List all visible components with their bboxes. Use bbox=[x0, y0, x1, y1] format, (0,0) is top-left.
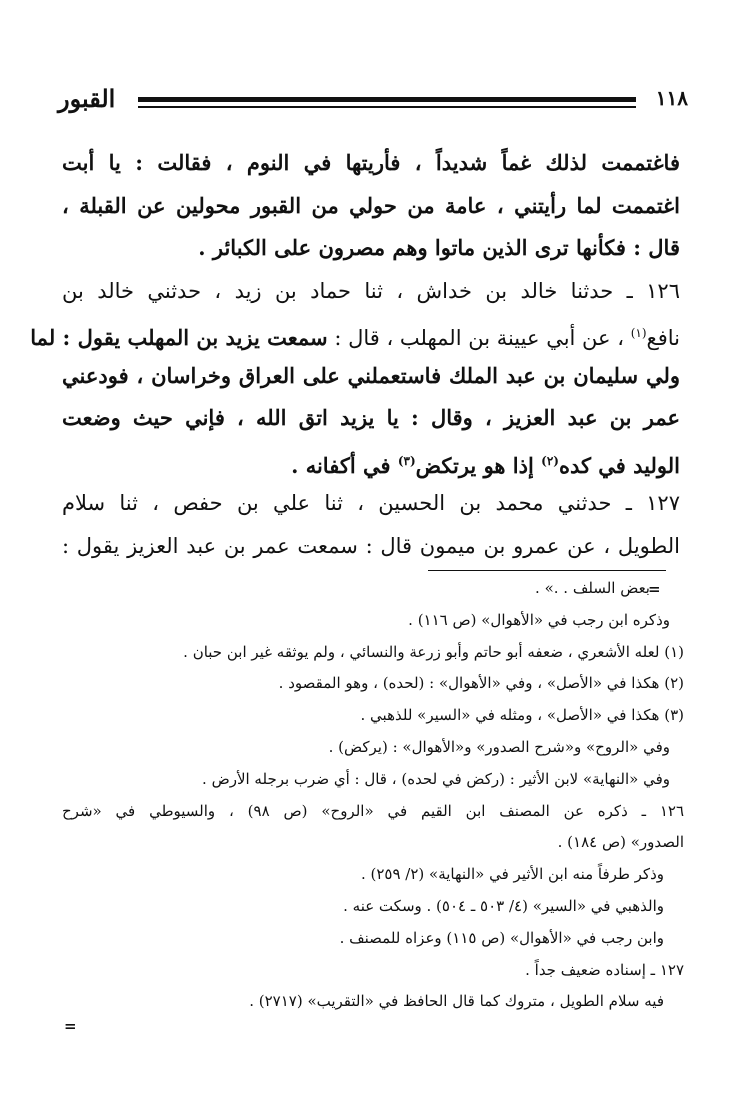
text-line bbox=[62, 440, 680, 483]
page-number: ١١٨ bbox=[655, 86, 688, 110]
footnote-line: الصدور» (ص ١٨٤) . bbox=[557, 833, 684, 852]
text-line bbox=[30, 312, 680, 355]
text-line: اغتممت لما رأيتني ، عامة من حولي من القبور محولين عن القبلة ، bbox=[62, 192, 680, 218]
footnote-ref: (٣) bbox=[397, 453, 416, 468]
footnote-line: وذكره ابن رجب في «الأهوال» (ص ١١٦) . bbox=[408, 610, 670, 629]
paragraph-126 bbox=[30, 270, 680, 483]
footnote-line: ١٢٦ ـ ذكره عن المصنف ابن القيم في «الروح» (ص ٩٨) ، والسيوطي في «شرح bbox=[62, 801, 684, 820]
page-header bbox=[58, 84, 688, 118]
paragraph-127 bbox=[62, 482, 680, 567]
text-line: ولي سليمان بن عبد الملك فاستعملني على العراق وخراسان ، فودعني bbox=[62, 362, 680, 388]
text-run: إذا هو يرتكض bbox=[415, 452, 542, 478]
text-line: فاغتممت لذلك غماً شديداً ، فأريتها في النوم ، فقالت : يا أبت bbox=[62, 150, 680, 175]
main-text bbox=[30, 142, 680, 567]
header-rule-thin bbox=[138, 106, 636, 108]
footnote-separator bbox=[428, 570, 666, 571]
text-run: الوليد في كده bbox=[558, 452, 680, 478]
header-rule-thick bbox=[138, 97, 636, 102]
header-rule bbox=[138, 97, 636, 111]
text-line: ١٢٦ ـ حدثنا خالد بن خداش ، ثنا حماد بن زيد ، حدثني خالد بن bbox=[62, 278, 680, 303]
footnote-ref: (٢) bbox=[541, 453, 559, 468]
footnote-line: وفي «الروح» و«شرح الصدور» و«الأهوال» : (يركض) . bbox=[328, 737, 670, 756]
running-title: القبور bbox=[58, 84, 116, 113]
footnote-ref: (١) bbox=[630, 326, 647, 340]
footnote-line: وابن رجب في «الأهوال» (ص ١١٥) وعزاه للمصنف . bbox=[339, 928, 664, 947]
footnote-line: فيه سلام الطويل ، متروك كما قال الحافظ في «التقريب» (٢٧١٧) . bbox=[249, 992, 664, 1011]
text-line: ١٢٧ ـ حدثني محمد بن الحسين ، ثنا علي بن حفص ، ثنا سلام bbox=[62, 491, 680, 515]
text-line: عمر بن عبد العزيز ، وقال : يا يزيد اتق الله ، فإني حيث وضعت bbox=[62, 405, 680, 430]
footnote-line: ١٢٧ ـ إسناده ضعيف جداً . bbox=[525, 960, 684, 979]
footnote-line: وذكر طرفاً منه ابن الأثير في «النهاية» (٢/ ٢٥٩) . bbox=[360, 865, 664, 884]
footnotes bbox=[62, 573, 684, 1018]
text-run: ، عن أبي عيينة بن المهلب ، قال : bbox=[327, 326, 625, 350]
text-run: في أكفانه . bbox=[291, 452, 398, 478]
footnote-line: (٣) هكذا في «الأصل» ، ومثله في «السير» للذهبي . bbox=[360, 706, 684, 725]
footnote-line: (١) لعله الأشعري ، ضعفه أبو حاتم وأبو زرعة والنسائي ، ولم يوثقه غير ابن حبان . bbox=[183, 642, 684, 661]
text-line: الطويل ، عن عمرو بن ميمون قال : سمعت عمر بن عبد العزيز يقول : bbox=[62, 533, 680, 558]
footnote-line: وفي «النهاية» لابن الأثير : (ركض في لحده) ، قال : أي ضرب برجله الأرض . bbox=[202, 769, 670, 788]
continuation-mark-top: = bbox=[648, 580, 661, 598]
footnote-line: بعض السلف . .» . bbox=[535, 579, 650, 597]
text-run: نافع bbox=[646, 326, 680, 350]
text-line: قال : فكأنها ترى الذين ماتوا وهم مصرون على الكبائر . bbox=[198, 235, 680, 260]
paragraph-narration-end bbox=[62, 142, 680, 270]
footnote-line: والذهبي في «السير» (٤/ ٥٠٣ ـ ٥٠٤) . وسكت عنه . bbox=[343, 896, 664, 915]
text-run: سمعت يزيد بن المهلب يقول : لما bbox=[30, 325, 328, 350]
footnote-line: (٢) هكذا في «الأصل» ، وفي «الأهوال» : (لحده) ، وهو المقصود . bbox=[278, 674, 684, 693]
continuation-mark-bottom: = bbox=[64, 1017, 77, 1035]
